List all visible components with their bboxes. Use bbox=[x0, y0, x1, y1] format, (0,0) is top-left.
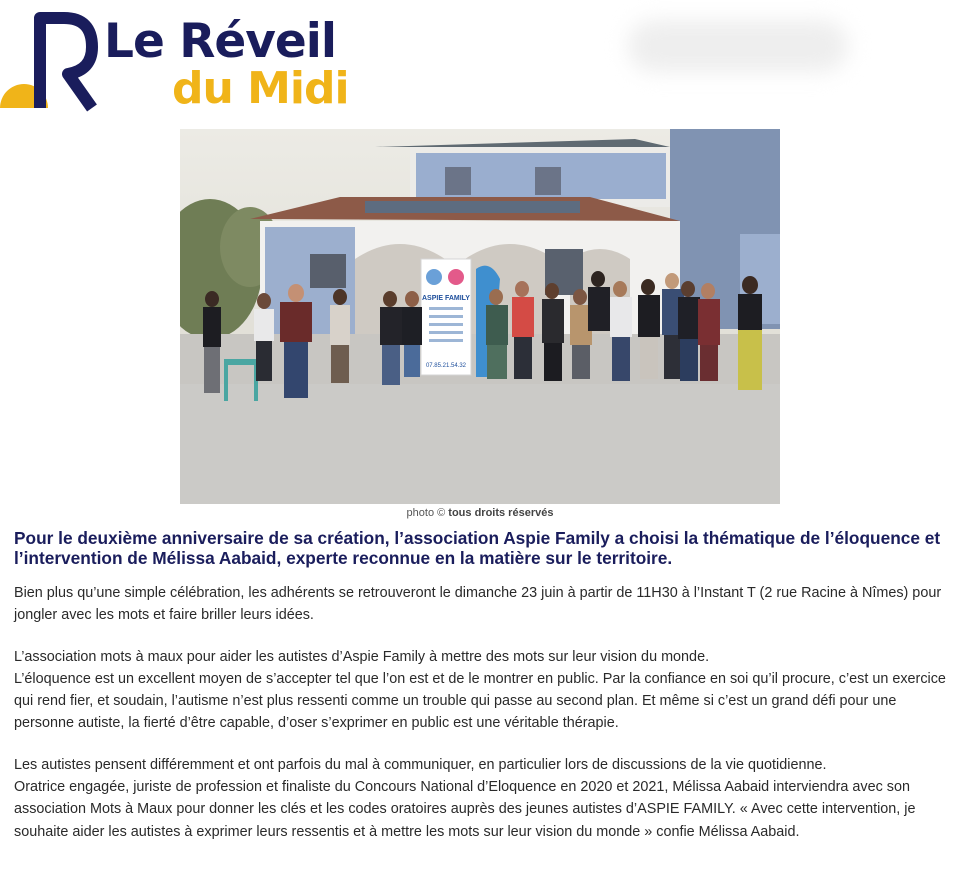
logo-text-line2: du Midi bbox=[172, 63, 349, 114]
article-line: Les autistes pensent différemment et ont parfois du mal à communiquer, en particulier lors de discussions de la vie quotidienne. bbox=[14, 756, 827, 773]
blurred-ad-region bbox=[628, 20, 848, 72]
caption-prefix: photo © bbox=[406, 507, 446, 519]
logo-emblem-icon bbox=[0, 10, 100, 115]
article-lead: Pour le deuxième anniversaire de sa création, l’association Aspie Family a choisi la thématique de l’éloquence et l’intervention de Mélissa Aabaid, experte reconnue en la matière sur le territoire. bbox=[14, 528, 941, 568]
article-line: Oratrice engagée, juriste de profession et finaliste du Concours National d’Eloquence en 2020 et 2021, Mélissa Aabaid interviendra avec son association Mots à Maux pour donner les clés et les codes oratoires auprès des jeunes autistes d’ASPIE FAMILY. « Avec cette intervention, je souhaite aider les autistes à exprimer leurs ressentis et à mettre les mots sur leur vision du monde » confie Mélissa Aabaid. bbox=[14, 779, 916, 840]
site-logo[interactable] bbox=[0, 10, 360, 115]
site-header bbox=[0, 0, 961, 120]
article-photo bbox=[180, 129, 780, 504]
article-paragraph: Bien plus qu’une simple célébration, les adhérents se retrouveront le dimanche 23 juin à partir de 11H30 à l’Instant T (2 rue Racine à Nîmes) pour jongler avec les mots et faire briller leurs idées. bbox=[14, 585, 942, 624]
logo-text-line1: Le Réveil bbox=[104, 14, 336, 69]
article-line: L’association mots à maux pour aider les autistes d’Aspie Family à mettre des mots sur leur vision du monde. bbox=[14, 648, 710, 665]
article-line: L’éloquence est un excellent moyen de s’accepter tel que l’on est et de le montrer en public. Par la confiance en soi qu’il procure, c’est un exercice qui rend fier, et soudain, l’autisme n’est plus ressenti comme un trouble qui passe au second plan. Et même si c’est un grand défi pour une personne autiste, la fierté d’être capable, d’oser s’exprimer en public est une véritable thérapie. bbox=[14, 670, 946, 732]
banner-phone-text: 07.85.21.54.32 bbox=[425, 363, 467, 369]
article-body bbox=[14, 582, 949, 862]
caption-rights: tous droits réservés bbox=[448, 507, 554, 519]
article-paragraph bbox=[14, 754, 949, 843]
article-paragraph bbox=[14, 646, 949, 735]
banner-title-text: ASPIE FAMILY bbox=[422, 295, 470, 302]
photo-caption bbox=[180, 506, 780, 520]
group-photo-illustration bbox=[180, 129, 780, 504]
